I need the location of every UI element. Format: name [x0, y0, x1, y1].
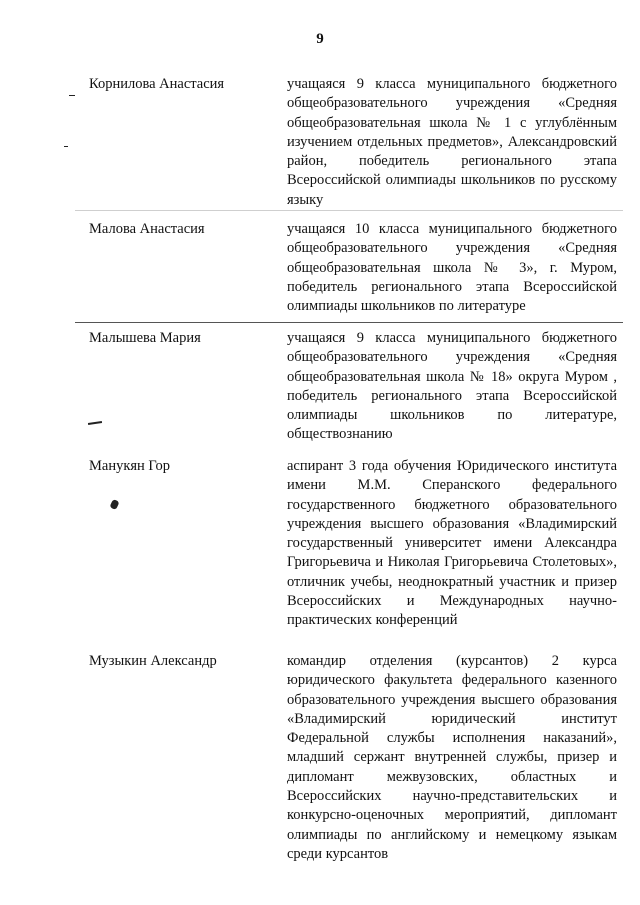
separator-line: [75, 210, 623, 211]
person-description: учащаяся 10 класса муниципального бюджетного общеобразовательного учреждения «Средняя общеобразовательная школа № 3», г. Муром, победитель регионального этапа Всероссийской олимпиады школьников по литературе: [287, 221, 617, 315]
person-name: Малышева Мария: [89, 330, 201, 346]
person-description: учащаяся 9 класса муниципального бюджетного общеобразовательного учреждения «Средняя общеобразовательная школа № 1 с углублённым изучением отдельных предметов», Александровский район, победитель регионального этапа Всероссийской олимпиады школьников по русскому языку: [287, 76, 617, 208]
person-name: Корнилова Анастасия: [89, 76, 225, 92]
scan-mark: [109, 499, 119, 510]
person-description: командир отделения (курсантов) 2 курса юридического факультета федерального казенного образовательного учреждения высшего образования «Владимирский юридический институт Федеральной службы исполнения наказаний», младший сержант внутренней службы, призер и дипломант межвузовских, областных и Всероссийских научно-представительских и конкурсно-оценочных мероприятий, дипломант олимпиады по английскому и немецкому языкам среди курсантов: [287, 653, 617, 862]
person-name: Малова Анастасия: [89, 221, 205, 237]
person-description: учащаяся 9 класса муниципального бюджетного общеобразовательного учреждения «Средняя общеобразовательная школа № 18» округа Муром , победитель регионального этапа Всероссийской олимпиады школьников по литературе, обществознанию: [287, 330, 617, 443]
scan-mark: [64, 146, 68, 147]
scan-mark: [69, 95, 75, 96]
person-name: Музыкин Александр: [89, 653, 217, 669]
scan-mark: [88, 421, 102, 425]
person-name: Манукян Гор: [89, 458, 171, 474]
separator-line: [75, 322, 623, 323]
page-number: 9: [316, 31, 324, 47]
person-description: аспирант 3 года обучения Юридического института имени М.М. Сперанского федерального государственного бюджетного образовательного учреждения высшего образования «Владимирский государственный университет имени Александра Григорьевича и Николая Григорьевича Столетовых», отличник учебы, неоднократный участник и призер Всероссийских и Международных научно-практических конференций: [287, 458, 617, 629]
